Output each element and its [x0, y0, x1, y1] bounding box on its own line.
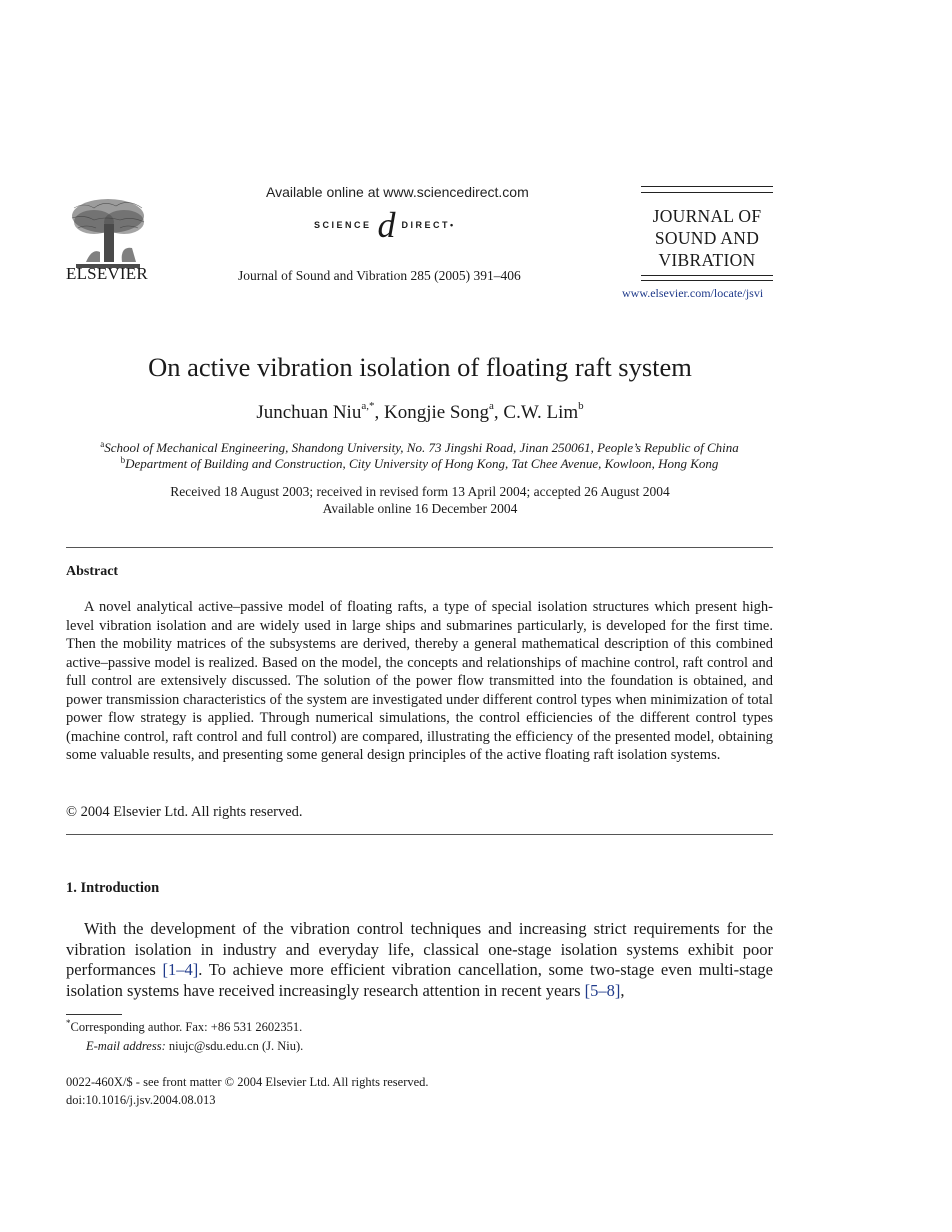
affiliation-text: School of Mechanical Engineering, Shandong University, No. 73 Jingshi Road, Jinan 250061, People’s Republic of China [104, 440, 739, 455]
email-address[interactable]: niujc@sdu.edu.cn (J. Niu). [165, 1039, 304, 1053]
journal-top-rule [641, 186, 773, 193]
received-dates: Received 18 August 2003; received in revised form 13 April 2004; accepted 26 August 2004 [170, 484, 670, 499]
sciencedirect-logo [314, 205, 456, 245]
sciencedirect-right: DIRECT• [401, 220, 456, 230]
email-footnote [86, 1039, 303, 1054]
journal-name-line: VIBRATION [658, 250, 756, 270]
author-name: Junchuan Niu [256, 402, 362, 423]
journal-url-link[interactable]: www.elsevier.com/locate/jsvi [622, 286, 764, 300]
affiliation-a [66, 440, 773, 456]
footnote-text: Corresponding author. Fax: +86 531 2602351. [70, 1020, 303, 1034]
affiliation-label: a [100, 439, 105, 449]
footnote-mark: * [66, 1018, 71, 1028]
doi-line: doi:10.1016/j.jsv.2004.08.013 [66, 1093, 216, 1107]
author-separator: , [493, 402, 504, 423]
journal-citation: Journal of Sound and Vibration 285 (2005) 391–406 [238, 268, 521, 283]
publisher-name: ELSEVIER [66, 264, 148, 283]
author-separator: , [374, 402, 384, 423]
citation-link[interactable]: [5–8] [584, 980, 621, 1000]
citation-link[interactable]: [1–4] [162, 960, 199, 979]
introduction-paragraph [66, 919, 773, 1001]
abstract-text: A novel analytical active–passive model of floating rafts, a type of special isolation structures which present high-level vibration isolation and are widely used in large ships and submarines particularly, is developed for the first time. Then the mobility matrices of the subsystems are derived, thereby a general mathematical description of this combined active–passive model is realized. Based on the model, the concepts and relationships of machine control, raft control and full control are extensively discussed. The solution of the power flow transmitted into the foundation is obtained, and power transmission characteristics of the system are investigated under different control types when minimization of total power flow strategy is applied. Through numerical simulations, the control efficiencies of the different control types (machine control, raft control and full control) are compared, illustrating the efficiency of the presented model, obtaining some valuable results, and presenting some general design principles of the active floating raft isolation systems. [66, 599, 773, 763]
divider [66, 547, 773, 548]
sciencedirect-left: SCIENCE [314, 220, 372, 230]
author-list [0, 402, 840, 424]
available-online-text: Available online at www.sciencedirect.com [266, 184, 529, 200]
email-label: E-mail address: [86, 1039, 166, 1053]
issn-line: 0022-460X/$ - see front matter © 2004 Elsevier Ltd. All rights reserved. [66, 1075, 429, 1089]
affiliation-label: b [120, 455, 126, 465]
author-affiliation-mark: a [489, 400, 494, 412]
available-online-date: Available online 16 December 2004 [322, 501, 518, 516]
abstract-heading: Abstract [66, 564, 119, 579]
article-title: On active vibration isolation of floating raft system [148, 352, 692, 382]
section-heading: 1. Introduction [66, 880, 160, 896]
journal-name-box [641, 186, 773, 281]
affiliation-b [66, 456, 773, 472]
footnote-rule [66, 1014, 122, 1015]
corresponding-author-footnote [66, 1020, 302, 1035]
divider [66, 834, 773, 835]
journal-name-line: JOURNAL OF [652, 206, 762, 226]
body-text: , [620, 980, 625, 1000]
author-affiliation-mark: a,* [361, 400, 375, 412]
journal-name [641, 193, 773, 275]
body-text: . To achieve more efficient vibration cancellation, some two-stage even multi-stage isolation systems have received increasingly research attention in recent years [66, 960, 773, 1000]
body-text: With the development of the vibration control techniques and increasing strict requirements for the vibration isolation in industry and everyday life, classical one-stage isolation systems exhibit poor performances [66, 919, 773, 979]
sciencedirect-at-icon: d [377, 205, 396, 245]
journal-bottom-rule [641, 275, 773, 281]
abstract-copyright: © 2004 Elsevier Ltd. All rights reserved. [66, 804, 303, 820]
author-affiliation-mark: b [578, 400, 584, 412]
journal-name-line: SOUND AND [654, 228, 760, 248]
affiliation-text: Department of Building and Construction, City University of Hong Kong, Tat Chee Avenue, Kowloon, Hong Kong [125, 456, 719, 471]
author-name: Kongjie Song [383, 402, 489, 423]
author-name: C.W. Lim [503, 402, 579, 423]
